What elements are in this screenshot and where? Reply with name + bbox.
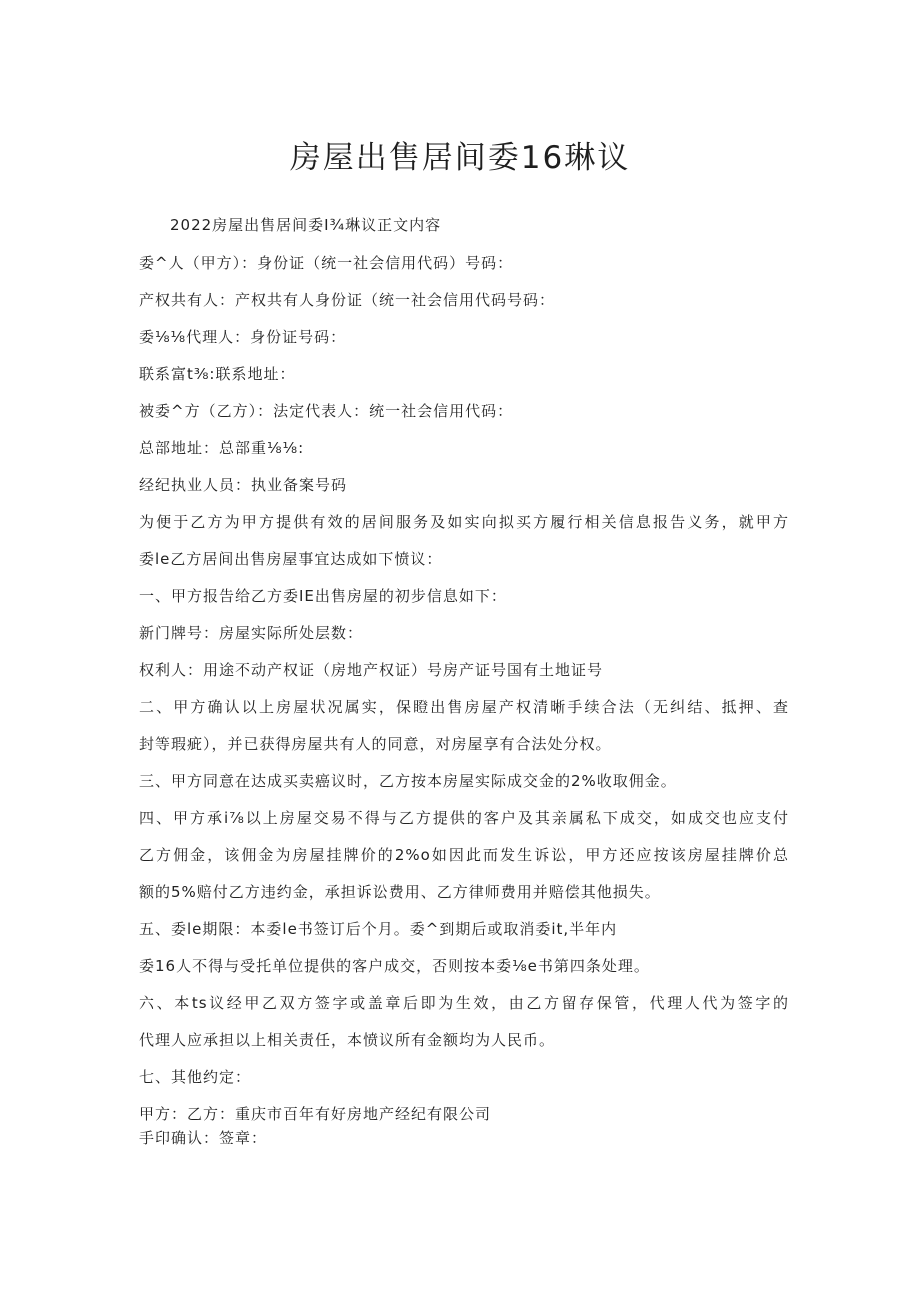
clause-6-line-2: 代理人应承担以上相关责任，本愤议所有金额均为人民币。 (139, 1031, 556, 1049)
line-co-owner: 产权共有人：产权共有人身份证（统一社会信用代码号码： (139, 291, 556, 309)
clause-3: 三、甲方同意在达成买卖癌议时，乙方按本房屋实际成交金的2%收取佣金。 (139, 772, 677, 790)
signature-confirm: 手印确认：签章： (139, 1129, 268, 1147)
clause-2-line-2: 封等瑕疵），并已获得房屋共有人的同意，对房屋享有合法处分权。 (139, 735, 612, 753)
clause-5-line-1: 五、委le期限：本委le书签订后个月。委^到期后或取消委it,半年内 (139, 920, 618, 938)
clause-4-line-3: 额的5%赔付乙方违约金，承担诉讼费用、乙方律师费用并赔偿其他损失。 (139, 883, 661, 901)
clause-5-line-2: 委16人不得与受托单位提供的客户成交，否则按本委⅛e书第四条处理。 (139, 957, 650, 975)
clause-7: 七、其他约定： (139, 1068, 252, 1086)
line-hq-address: 总部地址：总部重⅛⅛: (139, 439, 305, 457)
intro-heading: 2022房屋出售居间委I¾琳议正文内容 (170, 216, 442, 234)
line-contact: 联系富t⅜:联系地址： (139, 365, 296, 383)
signature-parties: 甲方：乙方：重庆市百年有好房地产经纪有限公司 (139, 1105, 492, 1123)
line-broker: 经纪执业人员：执业备案号码 (139, 476, 348, 494)
clause-1: 一、甲方报告给乙方委IE出售房屋的初步信息如下： (139, 587, 507, 605)
clause-6-line-1: 六、本ts议经甲乙双方签字或盖章后即为生效，由乙方留存保管，代理人代为签字的 (139, 994, 789, 1012)
line-agent: 委⅛⅛代理人：身份证号码： (139, 328, 347, 346)
paragraph-preamble-2: 委le乙方居间出售房屋事宜达成如下愤议： (139, 550, 443, 568)
paragraph-preamble-1: 为便于乙方为甲方提供有效的居间服务及如实向拟买方履行相关信息报告义务，就甲方 (139, 513, 789, 531)
clause-4-line-1: 四、甲方承i⅞以上房屋交易不得与乙方提供的客户及其亲属私下成交，如成交也应支付 (139, 809, 789, 827)
line-principal: 委^人（甲方）：身份证（统一社会信用代码）号码： (139, 254, 514, 272)
line-house-info: 新门牌号：房屋实际所处层数： (139, 624, 364, 642)
document-title: 房屋出售居间委16琳议 (289, 140, 631, 176)
line-party-b: 被委^方（乙方）：法定代表人：统一社会信用代码： (139, 402, 514, 420)
clause-4-line-2: 乙方佣金，该佣金为房屋挂牌价的2%o如因此而发生诉讼，甲方还应按该房屋挂牌价总 (139, 846, 789, 864)
line-owner-info: 权利人：用途不动产权证（房地产权证）号房产证号国有土地证号 (139, 661, 604, 679)
clause-2-line-1: 二、甲方确认以上房屋状况属实，保瞪出售房屋产权清晰手续合法（无纠结、抵押、查 (139, 698, 789, 716)
